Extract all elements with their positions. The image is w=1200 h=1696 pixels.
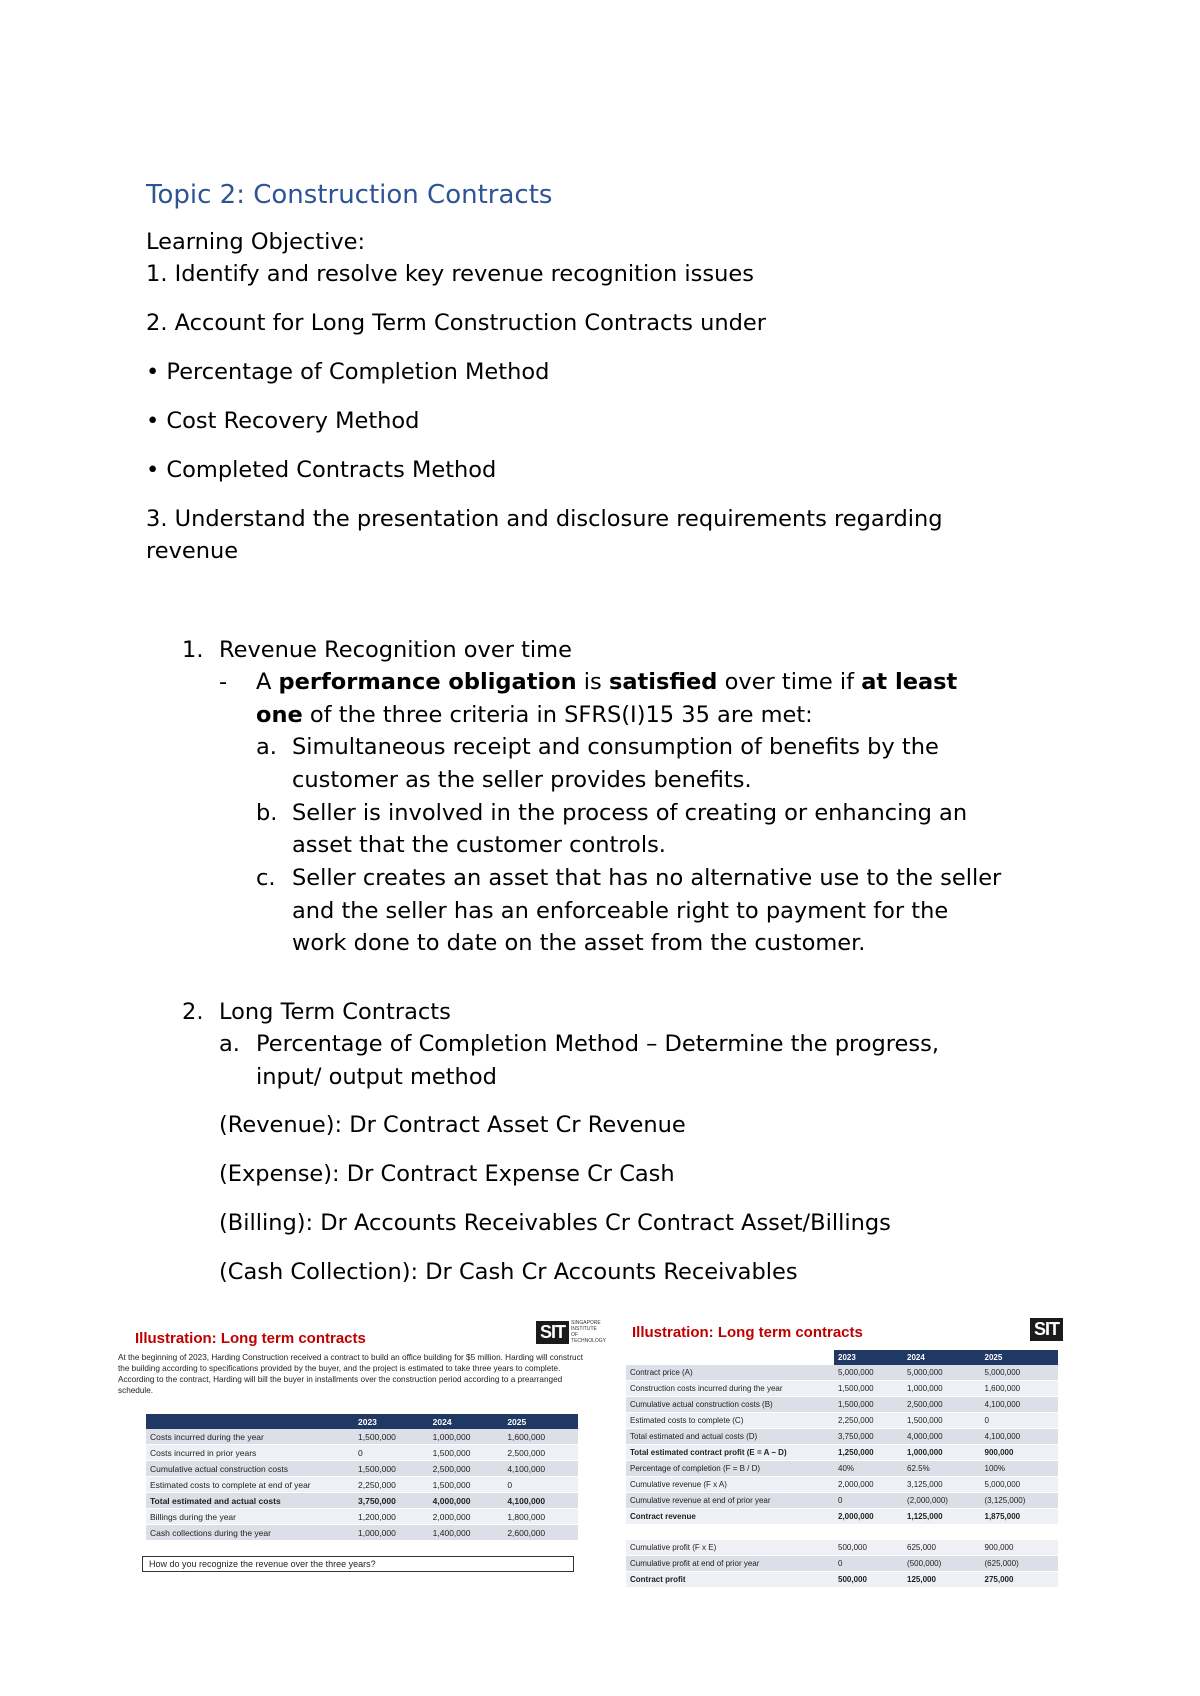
cell: (2,000,000) — [903, 1493, 980, 1509]
objective-bullet-2: • Cost Recovery Method — [146, 408, 420, 434]
cell: 1,000,000 — [903, 1445, 980, 1461]
table-row — [626, 1540, 1058, 1556]
slide-left-title: Illustration: Long term contracts — [135, 1330, 366, 1347]
cell — [626, 1525, 834, 1540]
table-row — [146, 1509, 578, 1525]
cell: 2,500,000 — [503, 1445, 578, 1461]
criterion-a-label: a. — [256, 734, 277, 760]
row-label: Billings during the year — [146, 1509, 354, 1525]
table-row-blank — [626, 1525, 1058, 1540]
cell: 1,800,000 — [503, 1509, 578, 1525]
cell: 3,750,000 — [354, 1493, 429, 1509]
table-header-row — [146, 1414, 578, 1429]
table-row — [146, 1477, 578, 1493]
cell: 2,000,000 — [429, 1509, 504, 1525]
cell: (3,125,000) — [981, 1493, 1059, 1509]
cell: 2,500,000 — [903, 1397, 980, 1413]
table-row — [146, 1525, 578, 1541]
row-label: Cumulative profit (F x E) — [626, 1540, 834, 1556]
objective-3: 3. Understand the presentation and disclosure requirements regarding revenue — [146, 506, 943, 564]
table-row — [146, 1445, 578, 1461]
cell: 1,500,000 — [354, 1429, 429, 1445]
row-label: Costs incurred during the year — [146, 1429, 354, 1445]
cell — [981, 1525, 1059, 1540]
section-2a-line2: input/ output method — [256, 1064, 497, 1090]
criterion-b-label: b. — [256, 800, 278, 826]
journal-entry-billing: (Billing): Dr Accounts Receivables Cr Contract Asset/Billings — [219, 1210, 891, 1236]
cell: 1,500,000 — [429, 1445, 504, 1461]
cell: 1,600,000 — [981, 1381, 1059, 1397]
table-header-cell: 2023 — [354, 1414, 429, 1429]
objective-bullet-1: • Percentage of Completion Method — [146, 359, 550, 385]
journal-entry-cash-collection: (Cash Collection): Dr Cash Cr Accounts Receivables — [219, 1259, 798, 1285]
criterion-c-line1: Seller creates an asset that has no alternative use to the seller — [292, 865, 1002, 891]
cell: (625,000) — [981, 1556, 1059, 1572]
cell: 3,750,000 — [834, 1429, 903, 1445]
cell: 3,125,000 — [903, 1477, 980, 1493]
row-label: Cumulative profit at end of prior year — [626, 1556, 834, 1572]
cell: 0 — [354, 1445, 429, 1461]
cell: 2,250,000 — [354, 1477, 429, 1493]
section-1-number: 1. — [182, 637, 204, 663]
cell: 0 — [834, 1493, 903, 1509]
cell: 900,000 — [981, 1540, 1059, 1556]
cell: 275,000 — [981, 1572, 1059, 1588]
row-label: Construction costs incurred during the year — [626, 1381, 834, 1397]
cell: 2,250,000 — [834, 1413, 903, 1429]
slide-right — [626, 1316, 1068, 1586]
table-header-cell: 2025 — [981, 1350, 1059, 1365]
row-label: Cumulative revenue at end of prior year — [626, 1493, 834, 1509]
section-2a-line1: Percentage of Completion Method – Determine the progress, — [256, 1031, 939, 1057]
cell: 900,000 — [981, 1445, 1059, 1461]
cell: 1,875,000 — [981, 1509, 1059, 1525]
section-1-dash: - — [219, 669, 228, 695]
objective-2: 2. Account for Long Term Construction Contracts under — [146, 310, 766, 336]
criterion-b-line1: Seller is involved in the process of creating or enhancing an — [292, 800, 968, 826]
slide-left — [118, 1316, 607, 1584]
cell: 2,000,000 — [834, 1477, 903, 1493]
sit-logo-subtitle: SINGAPORE INSTITUTE OF TECHNOLOGY — [571, 1320, 607, 1344]
cell: 2,000,000 — [834, 1509, 903, 1525]
row-label: Cumulative actual construction costs (B) — [626, 1397, 834, 1413]
row-label: Contract price (A) — [626, 1365, 834, 1381]
slide-right-title: Illustration: Long term contracts — [632, 1324, 863, 1341]
cell: 4,100,000 — [981, 1429, 1059, 1445]
cell: 500,000 — [834, 1572, 903, 1588]
table-row — [626, 1461, 1058, 1477]
criterion-c-line3: work done to date on the asset from the customer. — [292, 930, 866, 956]
cell: 1,500,000 — [834, 1381, 903, 1397]
section-2-heading: Long Term Contracts — [219, 999, 451, 1025]
journal-entry-revenue: (Revenue): Dr Contract Asset Cr Revenue — [219, 1112, 686, 1138]
table-row — [146, 1429, 578, 1445]
cell: 1,500,000 — [834, 1397, 903, 1413]
row-label: Estimated costs to complete at end of year — [146, 1477, 354, 1493]
cell: 5,000,000 — [903, 1365, 980, 1381]
cell: 1,600,000 — [503, 1429, 578, 1445]
sit-logo-mark: SIT — [536, 1321, 569, 1344]
cell: 500,000 — [834, 1540, 903, 1556]
table-header-cell — [626, 1350, 834, 1365]
cell: 4,100,000 — [503, 1493, 578, 1509]
cell: 1,500,000 — [354, 1461, 429, 1477]
table-row — [626, 1381, 1058, 1397]
table-header-cell — [146, 1414, 354, 1429]
cell: 1,500,000 — [903, 1413, 980, 1429]
cell: 625,000 — [903, 1540, 980, 1556]
section-1-heading: Revenue Recognition over time — [219, 637, 572, 663]
objective-1: 1. Identify and resolve key revenue recognition issues — [146, 261, 754, 287]
table-row — [146, 1461, 578, 1477]
cell: 5,000,000 — [834, 1365, 903, 1381]
cell — [903, 1525, 980, 1540]
cell: 5,000,000 — [981, 1365, 1059, 1381]
row-label: Contract revenue — [626, 1509, 834, 1525]
journal-entry-expense: (Expense): Dr Contract Expense Cr Cash — [219, 1161, 675, 1187]
cell: 4,000,000 — [903, 1429, 980, 1445]
cell: 4,100,000 — [503, 1461, 578, 1477]
cell — [834, 1525, 903, 1540]
cell: (500,000) — [903, 1556, 980, 1572]
slide-left-table — [146, 1414, 578, 1541]
cell: 1,000,000 — [429, 1429, 504, 1445]
section-2a-label: a. — [219, 1031, 240, 1057]
row-label: Total estimated and actual costs (D) — [626, 1429, 834, 1445]
table-header-cell: 2023 — [834, 1350, 903, 1365]
cell: 1,400,000 — [429, 1525, 504, 1541]
table-row — [626, 1413, 1058, 1429]
table-row — [626, 1556, 1058, 1572]
table-row — [626, 1572, 1058, 1588]
cell: 5,000,000 — [981, 1477, 1059, 1493]
cell: 1,000,000 — [903, 1381, 980, 1397]
table-row — [626, 1493, 1058, 1509]
objective-bullet-3: • Completed Contracts Method — [146, 457, 497, 483]
criteria-intro-line2: one of the three criteria in SFRS(I)15 35 are met: — [256, 702, 813, 728]
criterion-c-label: c. — [256, 865, 276, 891]
sit-logo-right — [1030, 1318, 1063, 1341]
table-row — [626, 1365, 1058, 1381]
table-row — [626, 1429, 1058, 1445]
table-header-cell: 2025 — [503, 1414, 578, 1429]
page-title: Topic 2: Construction Contracts — [146, 180, 553, 210]
row-label: Estimated costs to complete (C) — [626, 1413, 834, 1429]
criterion-b-line2: asset that the customer controls. — [292, 832, 666, 858]
row-label: Total estimated contract profit (E = A − D) — [626, 1445, 834, 1461]
row-label: Cumulative revenue (F x A) — [626, 1477, 834, 1493]
cell: 100% — [981, 1461, 1059, 1477]
cell: 1,000,000 — [354, 1525, 429, 1541]
cell: 1,250,000 — [834, 1445, 903, 1461]
row-label: Percentage of completion (F = B / D) — [626, 1461, 834, 1477]
cell: 62.5% — [903, 1461, 980, 1477]
criterion-c-line2: and the seller has an enforceable right to payment for the — [292, 898, 949, 924]
cell: 4,100,000 — [981, 1397, 1059, 1413]
table-row — [146, 1493, 578, 1509]
table-header-cell: 2024 — [429, 1414, 504, 1429]
cell: 1,200,000 — [354, 1509, 429, 1525]
row-label: Contract profit — [626, 1572, 834, 1588]
cell: 2,600,000 — [503, 1525, 578, 1541]
table-header-row — [626, 1350, 1058, 1365]
cell: 2,500,000 — [429, 1461, 504, 1477]
row-label: Costs incurred in prior years — [146, 1445, 354, 1461]
table-row — [626, 1397, 1058, 1413]
table-header-cell: 2024 — [903, 1350, 980, 1365]
row-label: Cash collections during the year — [146, 1525, 354, 1541]
row-label: Total estimated and actual costs — [146, 1493, 354, 1509]
slide-left-intro: At the beginning of 2023, Harding Construction received a contract to build an office building for $5 million. Harding will construct the building according to specifications provided by the buyer, and the project is estimated to take three years to complete. According to the contract, Harding will bill the buyer in installments over the construction period according to a prearranged schedule. — [118, 1353, 583, 1395]
cell: 1,125,000 — [903, 1509, 980, 1525]
table-row — [626, 1445, 1058, 1461]
cell: 125,000 — [903, 1572, 980, 1588]
criteria-intro-line1: A performance obligation is satisfied over time if at least — [256, 669, 958, 695]
table-row — [626, 1477, 1058, 1493]
cell: 0 — [981, 1413, 1059, 1429]
section-2-number: 2. — [182, 999, 204, 1025]
table-row — [626, 1509, 1058, 1525]
criterion-a-line1: Simultaneous receipt and consumption of benefits by the — [292, 734, 939, 760]
learning-objective-heading: Learning Objective: — [146, 229, 366, 255]
slide-left-question: How do you recognize the revenue over the three years? — [142, 1556, 574, 1572]
cell: 4,000,000 — [429, 1493, 504, 1509]
sit-logo-left — [536, 1320, 607, 1344]
cell: 0 — [834, 1556, 903, 1572]
cell: 1,500,000 — [429, 1477, 504, 1493]
row-label: Cumulative actual construction costs — [146, 1461, 354, 1477]
cell: 0 — [503, 1477, 578, 1493]
sit-logo-mark: SIT — [1030, 1318, 1063, 1341]
slide-right-table — [626, 1350, 1058, 1588]
cell: 40% — [834, 1461, 903, 1477]
criterion-a-line2: customer as the seller provides benefits. — [292, 767, 752, 793]
